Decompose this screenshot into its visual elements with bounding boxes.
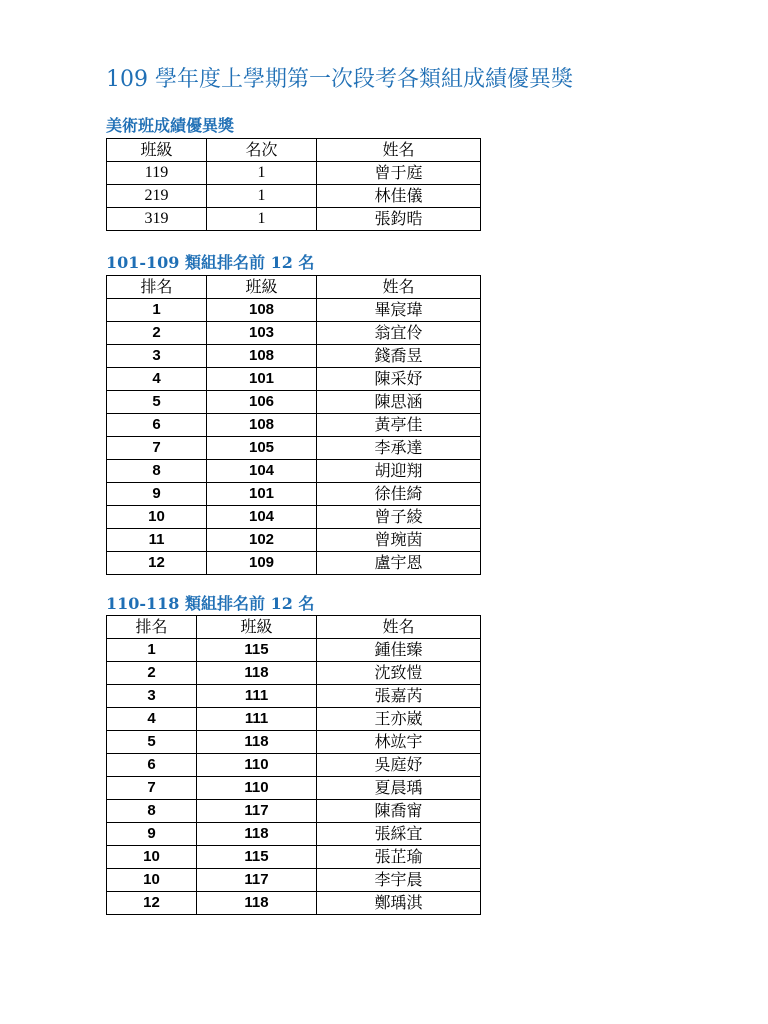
column-header: 班級 <box>107 139 207 162</box>
table-row <box>107 892 481 915</box>
table-row <box>107 437 481 460</box>
rank-cell: 1 <box>107 639 197 662</box>
art-section-heading: 美術班成績優異獎 <box>106 116 235 135</box>
class-cell: 103 <box>207 322 317 345</box>
table-row <box>107 299 481 322</box>
student-name-cell: 李宇晨 <box>317 869 481 892</box>
student-name-cell: 李承達 <box>317 437 481 460</box>
rank-cell: 1 <box>107 299 207 322</box>
table-row <box>107 208 481 231</box>
class-cell: 109 <box>207 552 317 575</box>
table-row <box>107 529 481 552</box>
column-header: 姓名 <box>317 616 481 639</box>
student-name-cell: 張鈞晧 <box>317 208 481 231</box>
student-name-cell: 林佳儀 <box>317 185 481 208</box>
table-row <box>107 185 481 208</box>
rank-cell: 1 <box>207 208 317 231</box>
table-row <box>107 846 481 869</box>
group1-ranking-table <box>106 275 481 575</box>
table-row <box>107 391 481 414</box>
rank-cell: 9 <box>107 483 207 506</box>
table-row <box>107 552 481 575</box>
rank-cell: 6 <box>107 754 197 777</box>
student-name-cell: 曾琬茵 <box>317 529 481 552</box>
table-row <box>107 483 481 506</box>
class-cell: 102 <box>207 529 317 552</box>
student-name-cell: 林竑宇 <box>317 731 481 754</box>
class-cell: 108 <box>207 414 317 437</box>
student-name-cell: 黃亭佳 <box>317 414 481 437</box>
art-award-table <box>106 138 481 231</box>
table-row <box>107 685 481 708</box>
table-row <box>107 662 481 685</box>
class-cell: 106 <box>207 391 317 414</box>
class-cell: 319 <box>107 208 207 231</box>
table-row <box>107 800 481 823</box>
student-name-cell: 陳喬甯 <box>317 800 481 823</box>
group2-ranking-table <box>106 615 481 915</box>
class-cell: 104 <box>207 460 317 483</box>
rank-cell: 6 <box>107 414 207 437</box>
table-row <box>107 322 481 345</box>
table-row <box>107 708 481 731</box>
student-name-cell: 吳庭妤 <box>317 754 481 777</box>
table-row <box>107 823 481 846</box>
class-cell: 118 <box>197 892 317 915</box>
table-row <box>107 506 481 529</box>
student-name-cell: 張芷瑜 <box>317 846 481 869</box>
student-name-cell: 畢宸瑋 <box>317 299 481 322</box>
class-cell: 111 <box>197 708 317 731</box>
student-name-cell: 徐佳綺 <box>317 483 481 506</box>
class-cell: 118 <box>197 731 317 754</box>
table-header-row <box>107 139 481 162</box>
rank-cell: 1 <box>207 162 317 185</box>
column-header: 名次 <box>207 139 317 162</box>
student-name-cell: 胡迎翔 <box>317 460 481 483</box>
class-cell: 117 <box>197 800 317 823</box>
student-name-cell: 張綵宜 <box>317 823 481 846</box>
class-cell: 101 <box>207 368 317 391</box>
rank-cell: 3 <box>107 345 207 368</box>
column-header: 排名 <box>107 276 207 299</box>
class-cell: 101 <box>207 483 317 506</box>
table-row <box>107 162 481 185</box>
rank-cell: 7 <box>107 437 207 460</box>
rank-cell: 2 <box>107 322 207 345</box>
rank-cell: 12 <box>107 892 197 915</box>
class-cell: 115 <box>197 639 317 662</box>
rank-cell: 10 <box>107 869 197 892</box>
rank-cell: 2 <box>107 662 197 685</box>
class-cell: 110 <box>197 777 317 800</box>
rank-cell: 3 <box>107 685 197 708</box>
rank-cell: 11 <box>107 529 207 552</box>
rank-cell: 7 <box>107 777 197 800</box>
table-row <box>107 345 481 368</box>
page-title: 109 學年度上學期第一次段考各類組成績優異獎 <box>106 67 573 92</box>
column-header: 班級 <box>197 616 317 639</box>
class-cell: 118 <box>197 823 317 846</box>
class-cell: 110 <box>197 754 317 777</box>
table-row <box>107 460 481 483</box>
class-cell: 115 <box>197 846 317 869</box>
class-cell: 108 <box>207 299 317 322</box>
class-cell: 117 <box>197 869 317 892</box>
student-name-cell: 曾于庭 <box>317 162 481 185</box>
rank-cell: 10 <box>107 846 197 869</box>
table-row <box>107 754 481 777</box>
group1-section-heading: 101-109 類組排名前 12 名 <box>106 253 315 272</box>
student-name-cell: 陳采妤 <box>317 368 481 391</box>
table-row <box>107 731 481 754</box>
student-name-cell: 鄭瑀淇 <box>317 892 481 915</box>
table-row <box>107 414 481 437</box>
rank-cell: 12 <box>107 552 207 575</box>
rank-cell: 4 <box>107 368 207 391</box>
rank-cell: 1 <box>207 185 317 208</box>
rank-cell: 10 <box>107 506 207 529</box>
rank-cell: 4 <box>107 708 197 731</box>
class-cell: 104 <box>207 506 317 529</box>
student-name-cell: 王亦崴 <box>317 708 481 731</box>
table-header-row <box>107 616 481 639</box>
student-name-cell: 錢喬昱 <box>317 345 481 368</box>
student-name-cell: 翁宜伶 <box>317 322 481 345</box>
class-cell: 105 <box>207 437 317 460</box>
student-name-cell: 沈致愷 <box>317 662 481 685</box>
table-row <box>107 639 481 662</box>
student-name-cell: 鍾佳臻 <box>317 639 481 662</box>
table-row <box>107 777 481 800</box>
table-header-row <box>107 276 481 299</box>
rank-cell: 9 <box>107 823 197 846</box>
class-cell: 219 <box>107 185 207 208</box>
student-name-cell: 曾子綾 <box>317 506 481 529</box>
rank-cell: 5 <box>107 391 207 414</box>
rank-cell: 8 <box>107 800 197 823</box>
column-header: 姓名 <box>317 139 481 162</box>
class-cell: 108 <box>207 345 317 368</box>
student-name-cell: 夏晨瑀 <box>317 777 481 800</box>
class-cell: 118 <box>197 662 317 685</box>
table-row <box>107 869 481 892</box>
class-cell: 119 <box>107 162 207 185</box>
class-cell: 111 <box>197 685 317 708</box>
student-name-cell: 陳思涵 <box>317 391 481 414</box>
rank-cell: 5 <box>107 731 197 754</box>
column-header: 姓名 <box>317 276 481 299</box>
group2-section-heading: 110-118 類組排名前 12 名 <box>106 594 315 613</box>
column-header: 排名 <box>107 616 197 639</box>
student-name-cell: 盧宇恩 <box>317 552 481 575</box>
table-row <box>107 368 481 391</box>
rank-cell: 8 <box>107 460 207 483</box>
column-header: 班級 <box>207 276 317 299</box>
student-name-cell: 張嘉芮 <box>317 685 481 708</box>
